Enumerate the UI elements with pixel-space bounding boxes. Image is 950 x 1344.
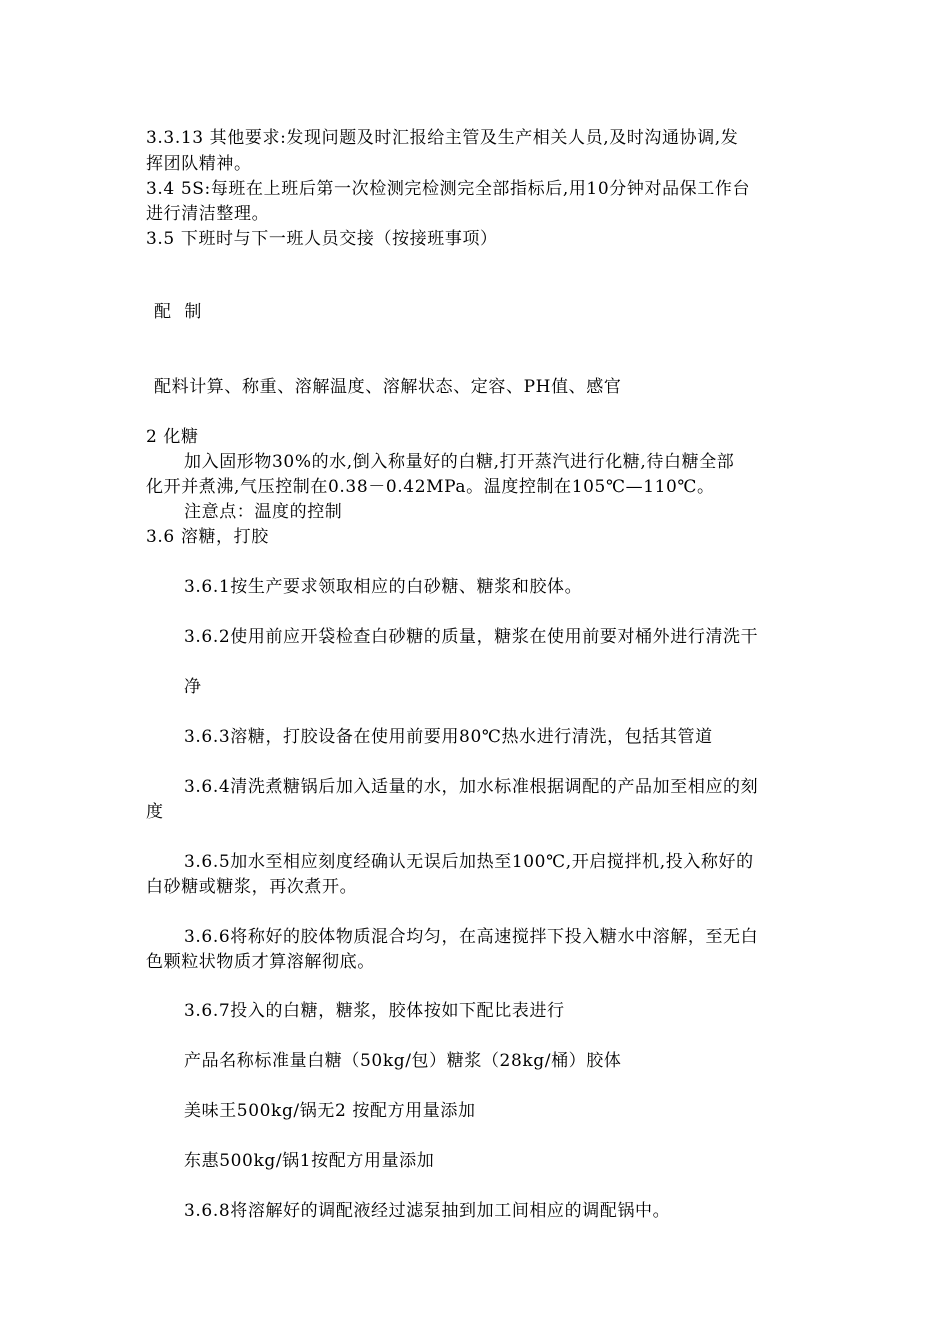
text-line-3-6-6-cont: 色颗粒状物质才算溶解彻底。 — [146, 952, 375, 972]
text-line-3-6-5: 3.6.5加水至相应刻度经确认无误后加热至100℃,开启搅拌机,投入称好的 — [184, 852, 754, 872]
text-line-3-6-2: 3.6.2使用前应开袋检查白砂糖的质量，糖浆在使用前要对桶外进行清洗干 — [184, 627, 759, 647]
section-heading-3-6: 3.6 溶糖，打胶 — [146, 527, 269, 547]
text-line-3-6-2-cont: 净 — [184, 677, 202, 697]
text-line-3-6-1: 3.6.1按生产要求领取相应的白砂糖、糖浆和胶体。 — [184, 577, 583, 597]
text-line-table-row-1: 美味王500kg/锅无2 按配方用量添加 — [184, 1101, 476, 1121]
text-line-3-6-7: 3.6.7投入的白糖，糖浆，胶体按如下配比表进行 — [184, 1001, 565, 1021]
text-line-3-3-13-cont: 挥团队精神。 — [146, 154, 252, 174]
text-line-ingredients: 配料计算、称重、溶解温度、溶解状态、定容、PH值、感官 — [154, 377, 622, 397]
text-line-3-6-4: 3.6.4清洗煮糖锅后加入适量的水，加水标准根据调配的产品加至相应的刻 — [184, 777, 759, 797]
text-line-3-3-13: 3.3.13 其他要求:发现问题及时汇报给主管及生产相关人员,及时沟通协调,发 — [146, 128, 739, 148]
text-line-3-6-5-cont: 白砂糖或糖浆，再次煮开。 — [146, 877, 358, 897]
section-heading-peizhi: 配 制 — [154, 302, 206, 322]
text-line-huatang-1: 加入固形物30%的水,倒入称量好的白糖,打开蒸汽进行化糖,待白糖全部 — [184, 452, 735, 472]
text-line-huatang-2: 化开并煮沸,气压控制在0.38－0.42MPa。温度控制在105℃—110℃。 — [146, 477, 715, 497]
text-line-3-6-8: 3.6.8将溶解好的调配液经过滤泵抽到加工间相应的调配锅中。 — [184, 1201, 671, 1221]
text-line-3-6-3: 3.6.3溶糖，打胶设备在使用前要用80℃热水进行清洗，包括其管道 — [184, 727, 713, 747]
text-line-table-row-2: 东惠500kg/锅1按配方用量添加 — [184, 1151, 435, 1171]
text-line-table-header: 产品名称标准量白糖（50kg/包）糖浆（28kg/桶）胶体 — [184, 1051, 622, 1071]
text-line-3-6-4-cont: 度 — [146, 802, 164, 822]
text-line-note: 注意点：温度的控制 — [184, 502, 343, 522]
text-line-3-6-6: 3.6.6将称好的胶体物质混合均匀，在高速搅拌下投入糖水中溶解，至无白 — [184, 927, 759, 947]
text-line-3-4: 3.4 5S:每班在上班后第一次检测完检测完全部指标后,用10分钟对品保工作台 — [146, 179, 751, 199]
text-line-3-4-cont: 进行清洁整理。 — [146, 204, 270, 224]
section-heading-huatang: 2 化糖 — [146, 427, 199, 447]
text-line-3-5: 3.5 下班时与下一班人员交接（按接班事项） — [146, 229, 498, 249]
